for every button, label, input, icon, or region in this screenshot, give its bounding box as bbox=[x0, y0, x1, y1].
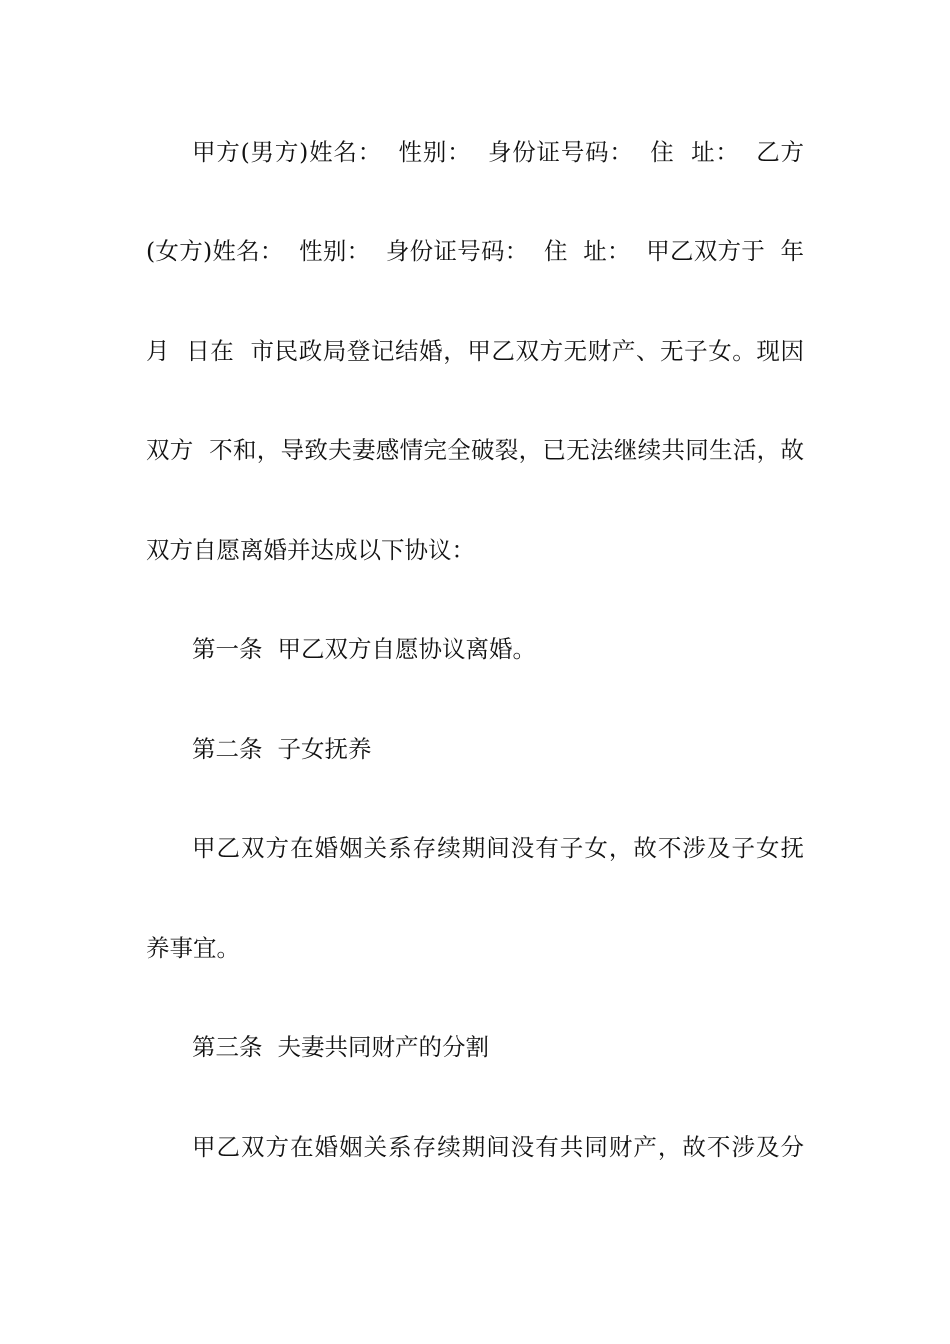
article-2-heading: 第二条 子女抚养 bbox=[192, 735, 372, 763]
paragraph-line-2: (女方)姓名： 性别： 身份证号码： 住 址： 甲乙双方于 年 bbox=[146, 237, 804, 265]
article-2-body-line-2: 养事宜。 bbox=[146, 934, 240, 962]
paragraph-line-5: 双方自愿离婚并达成以下协议： bbox=[146, 536, 475, 564]
article-3-body-line-1: 甲乙双方在婚姻关系存续期间没有共同财产，故不涉及分 bbox=[192, 1133, 804, 1161]
article-1-heading: 第一条 甲乙双方自愿协议离婚。 bbox=[192, 635, 536, 663]
article-2-body-line-1: 甲乙双方在婚姻关系存续期间没有子女，故不涉及子女抚 bbox=[192, 834, 804, 862]
paragraph-line-3: 月 日在 市民政局登记结婚，甲乙双方无财产、无子女。现因 bbox=[146, 337, 804, 365]
paragraph-line-1: 甲方(男方)姓名： 性别： 身份证号码： 住 址： 乙方 bbox=[192, 138, 804, 166]
paragraph-line-4: 双方 不和，导致夫妻感情完全破裂，已无法继续共同生活，故 bbox=[146, 436, 804, 464]
article-3-heading: 第三条 夫妻共同财产的分割 bbox=[192, 1033, 489, 1061]
